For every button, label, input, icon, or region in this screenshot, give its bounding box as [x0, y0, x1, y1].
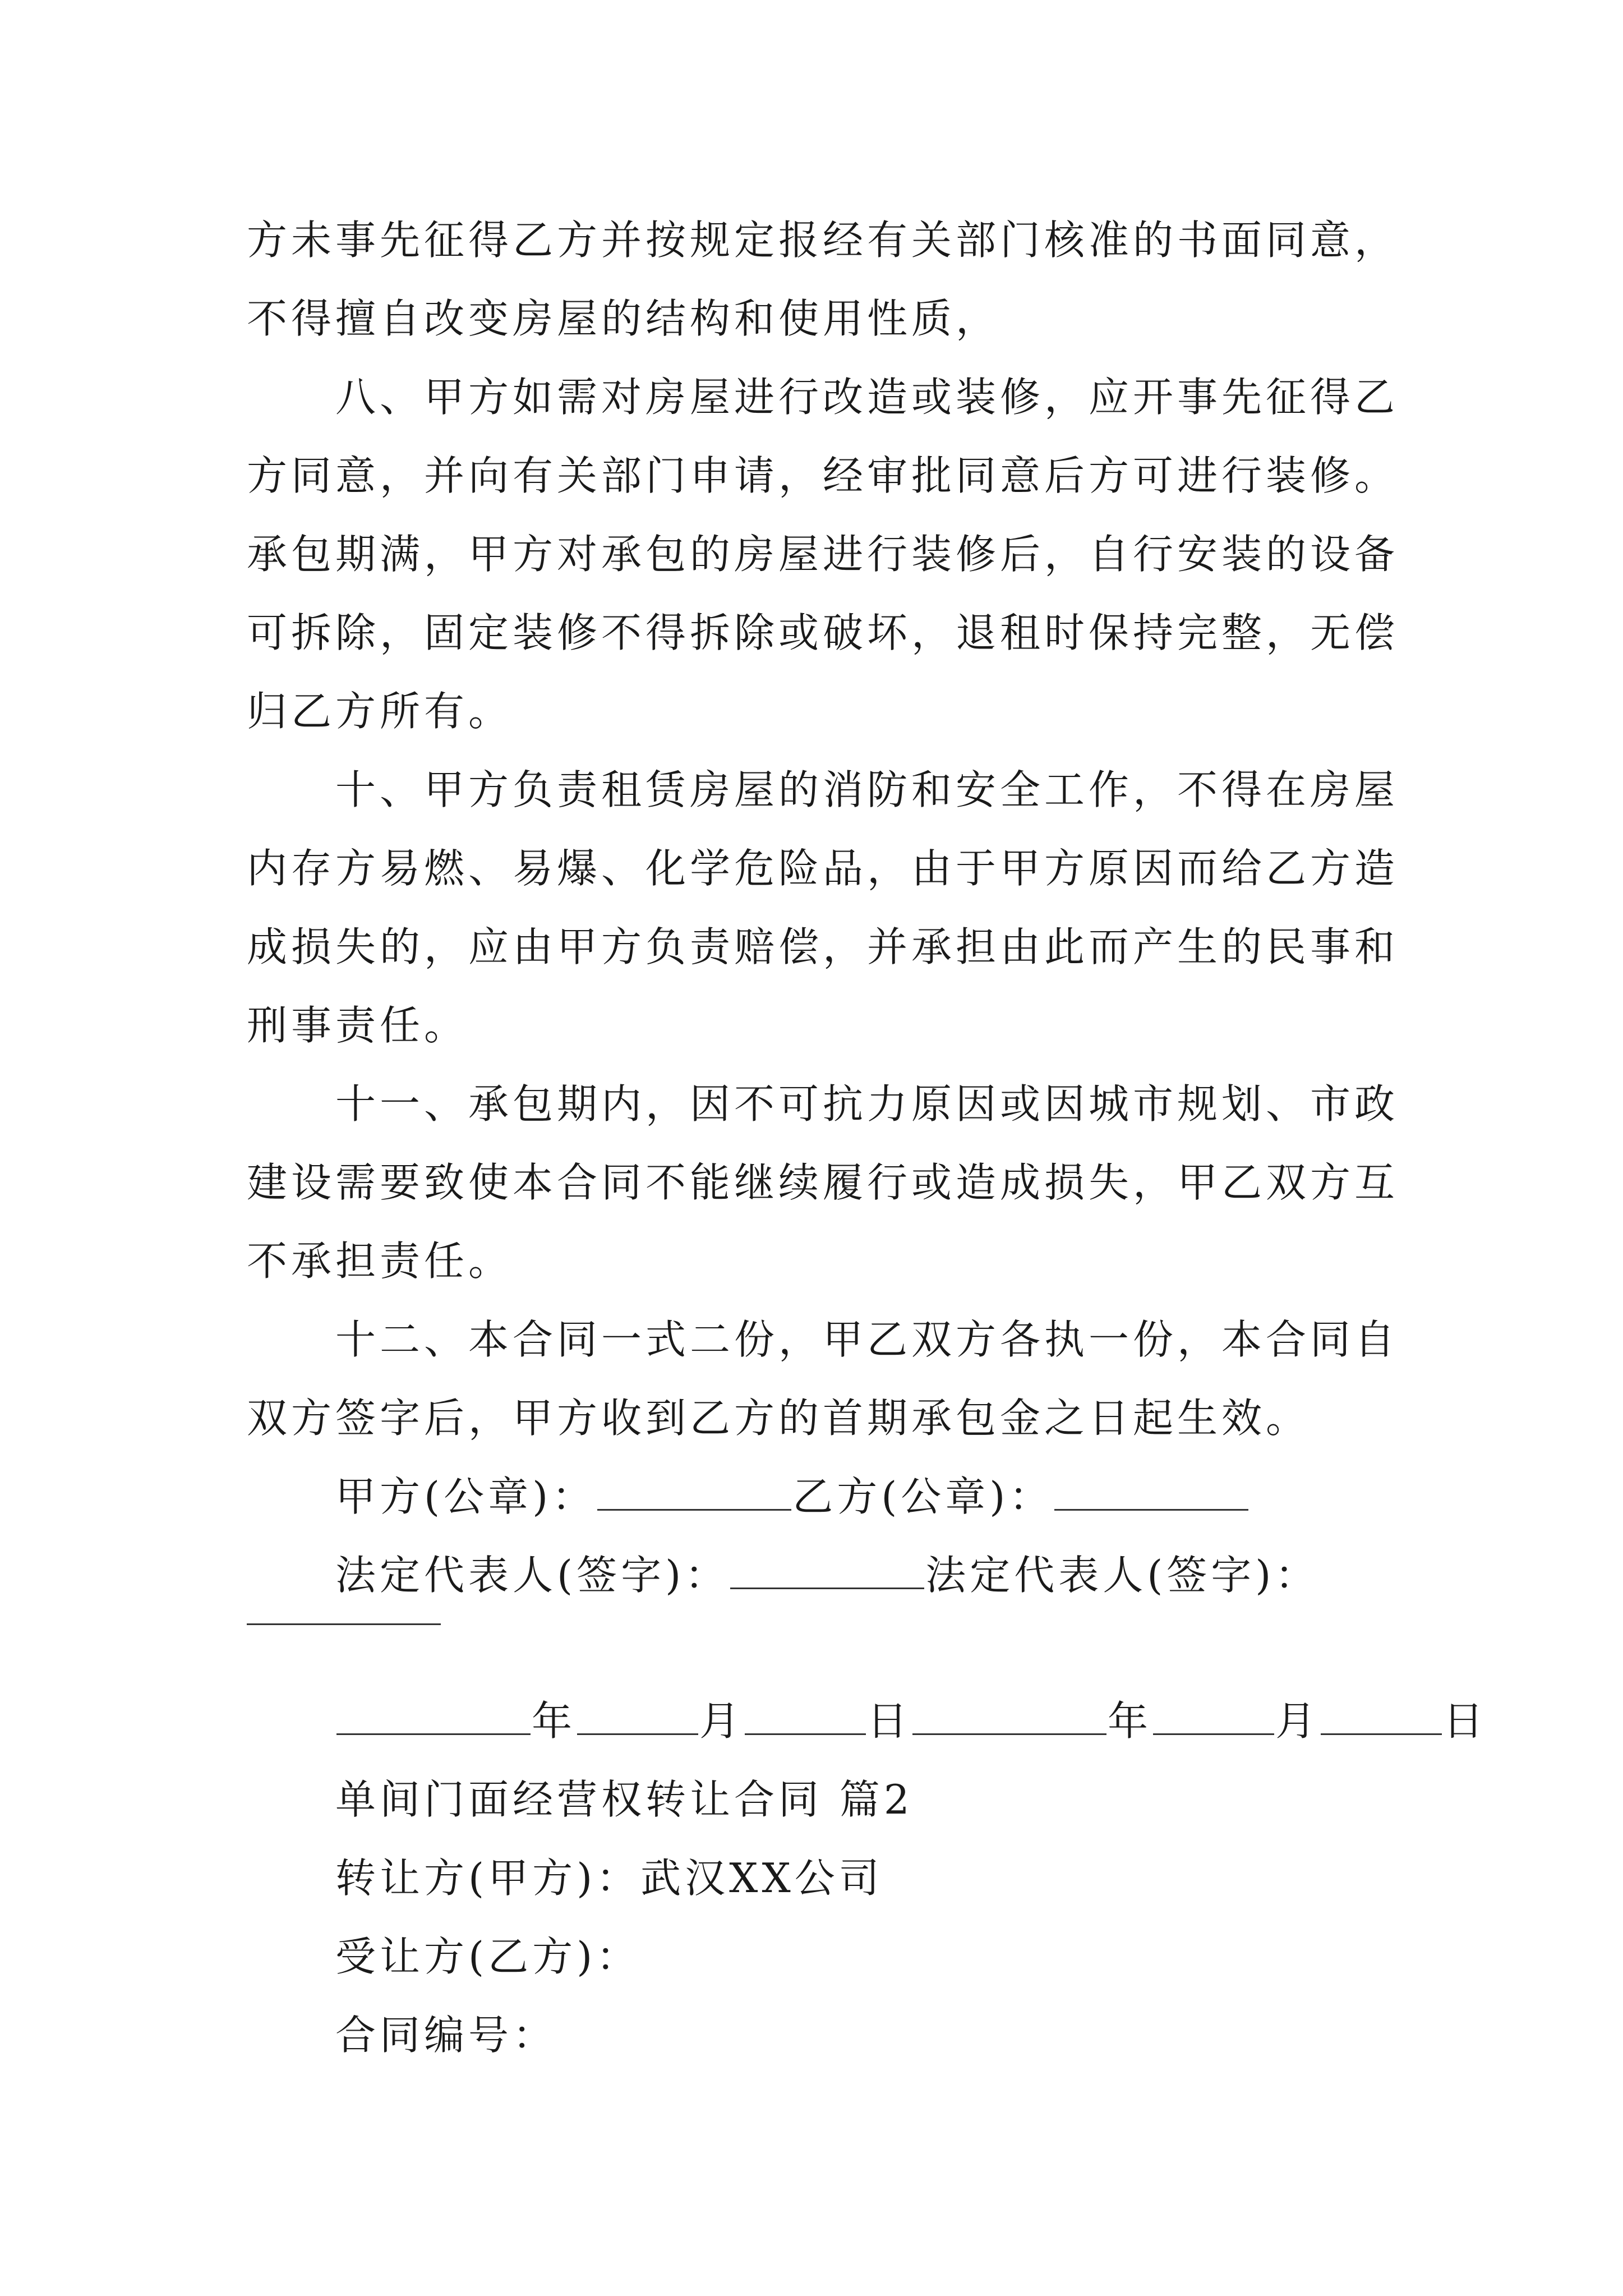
body-line: 成损失的，应由甲方负责赔偿，并承担由此而产生的民事和 — [247, 923, 1399, 970]
clause-10-start: 十、甲方负责租赁房屋的消防和安全工作，不得在房屋 — [335, 766, 1399, 813]
month-blank — [1153, 1733, 1274, 1735]
body-line: 双方签字后，甲方收到乙方的首期承包金之日起生效。 — [247, 1395, 1311, 1442]
month-label: 月 — [699, 1697, 744, 1745]
clause-8-start: 八、甲方如需对房屋进行改造或装修，应开事先征得乙 — [335, 374, 1399, 421]
party-b-seal-label: 乙方(公章)： — [792, 1473, 1054, 1520]
body-line: 方同意，并向有关部门申请，经审批同意后方可进行装修。 — [247, 452, 1399, 499]
party-a-rep-blank — [730, 1588, 924, 1589]
second-contract-title: 单间门面经营权转让合同 篇2 — [335, 1776, 914, 1823]
month-label: 月 — [1275, 1697, 1320, 1745]
body-line: 刑事责任。 — [247, 1002, 469, 1049]
body-line: 建设需要致使本合同不能继续履行或造成损失，甲乙双方互 — [247, 1159, 1399, 1206]
party-a-seal-blank — [597, 1509, 791, 1511]
body-line: 内存方易燃、易爆、化学危险品，由于甲方原因而给乙方造 — [247, 845, 1399, 892]
body-line: 不得擅自改变房屋的结构和使用性质， — [247, 295, 1000, 342]
body-line: 可拆除，固定装修不得拆除或破坏，退租时保持完整，无偿 — [247, 609, 1399, 656]
day-label: 日 — [1443, 1697, 1488, 1745]
day-blank — [745, 1733, 866, 1735]
day-label: 日 — [867, 1697, 912, 1745]
year-label: 年 — [1108, 1697, 1152, 1745]
party-b-rep-label: 法定代表人(签字)： — [925, 1552, 1320, 1599]
party-b-rep-blank — [247, 1623, 441, 1625]
year-label: 年 — [532, 1697, 577, 1745]
representative-line — [335, 1552, 1320, 1599]
body-line: 方未事先征得乙方并按规定报经有关部门核准的书面同意， — [247, 217, 1399, 264]
party-a-rep-label: 法定代表人(签字)： — [335, 1552, 730, 1599]
day-blank — [1321, 1733, 1442, 1735]
year-blank — [912, 1733, 1106, 1735]
body-line: 归乙方所有。 — [247, 688, 513, 735]
party-a-seal-label: 甲方(公章)： — [335, 1473, 597, 1520]
contract-number-line: 合同编号： — [335, 2012, 557, 2059]
year-blank — [336, 1733, 531, 1735]
clause-11-start: 十一、承包期内，因不可抗力原因或因城市规划、市政 — [335, 1080, 1399, 1128]
clause-12-start: 十二、本合同一式二份，甲乙双方各执一份，本合同自 — [335, 1316, 1399, 1363]
body-line: 承包期满，甲方对承包的房屋进行装修后，自行安装的设备 — [247, 531, 1399, 578]
transferor-line: 转让方(甲方)：武汉XX公司 — [335, 1855, 883, 1902]
seal-line — [335, 1473, 1249, 1520]
party-b-seal-blank — [1054, 1509, 1248, 1511]
transferee-line: 受让方(乙方)： — [335, 1933, 641, 1980]
date-line — [335, 1697, 1488, 1745]
body-line: 不承担责任。 — [247, 1237, 513, 1285]
month-blank — [577, 1733, 698, 1735]
